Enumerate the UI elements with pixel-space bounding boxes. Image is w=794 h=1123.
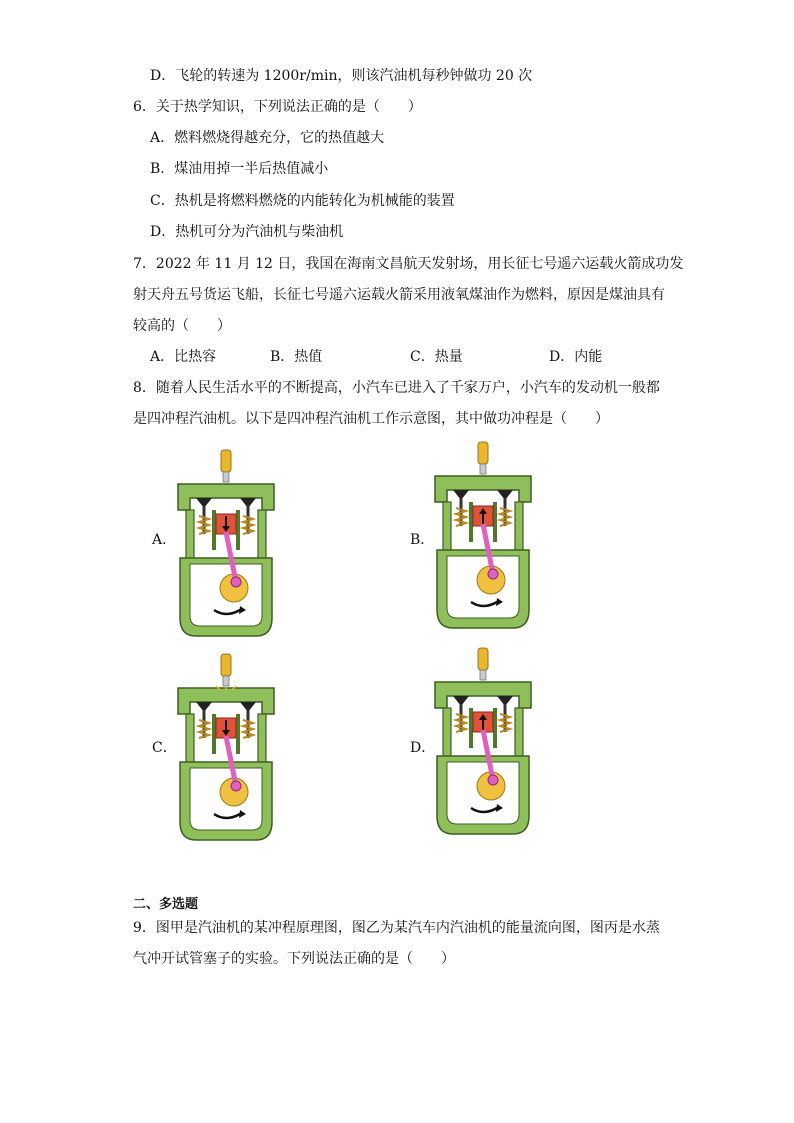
q6-option-d: D．热机可分为汽油机与柴油机 (150, 224, 344, 240)
engine-diagram-a (176, 448, 276, 638)
q8-stem-line1: 8．随着人民生活水平的不断提高，小汽车已进入了千家万户，小汽车的发动机一般都 (133, 380, 660, 396)
q7-stem-line1: 7．2022 年 11 月 12 日，我国在海南文昌航天发射场，用长征七号遥六运载火箭成功发 (133, 256, 684, 272)
q5-option-d: D．飞轮的转速为 1200r/min，则该汽油机每秒钟做功 20 次 (150, 68, 533, 84)
q7-option-d: D．内能 (549, 349, 603, 365)
q8-label-a: A． (152, 532, 177, 548)
engine-diagram-b (433, 440, 533, 630)
q7-option-a: A．比热容 (150, 349, 217, 365)
q6-option-c: C．热机是将燃料燃烧的内能转化为机械能的装置 (150, 193, 455, 209)
section-title: 二、多选题 (133, 897, 199, 912)
q6-stem: 6．关于热学知识，下列说法正确的是（ ） (133, 99, 422, 115)
q8-label-b: B． (410, 532, 435, 548)
q8-label-d: D． (410, 740, 436, 756)
q9-stem-line1: 9．图甲是汽油机的某冲程原理图，图乙为某汽车内汽油机的能量流向图，图丙是水蒸 (133, 920, 660, 936)
q7-stem-line3: 较高的（ ） (133, 318, 231, 334)
engine-diagram-c (176, 652, 276, 842)
q8-stem-line2: 是四冲程汽油机。以下是四冲程汽油机工作示意图，其中做功冲程是（ ） (133, 411, 609, 427)
engine-diagram-d (433, 646, 533, 836)
q9-stem-line2: 气冲开试管塞子的实验。下列说法正确的是（ ） (133, 951, 455, 967)
q6-option-a: A．燃料燃烧得越充分，它的热值越大 (150, 130, 385, 146)
q7-option-c: C．热量 (410, 349, 463, 365)
q8-label-c: C． (152, 740, 177, 756)
q7-option-b: B．热值 (270, 349, 323, 365)
q7-stem-line2: 射天舟五号货运飞船，长征七号遥六运载火箭采用液氧煤油作为燃料，原因是煤油具有 (133, 287, 665, 303)
q6-option-b: B．煤油用掉一半后热值减小 (150, 161, 329, 177)
